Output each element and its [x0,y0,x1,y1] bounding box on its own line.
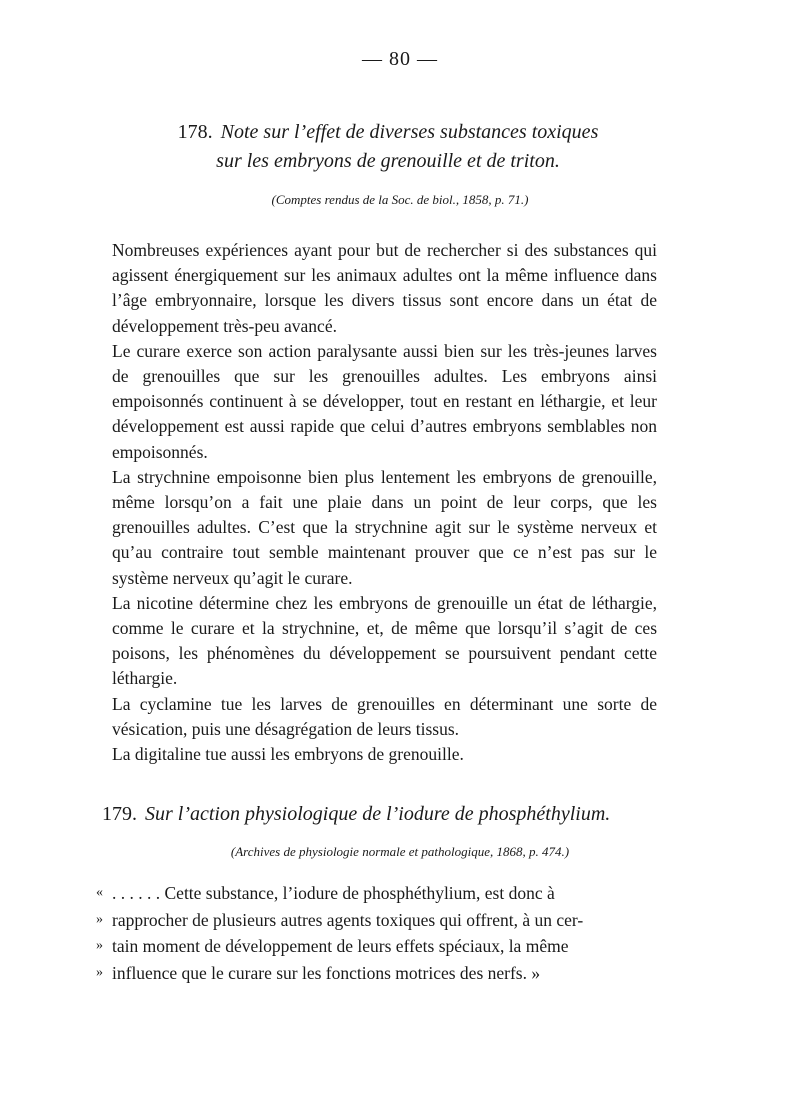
quote-mark: » [96,938,103,953]
paragraph: La strychnine empoisonne bien plus lentement les embryons de grenouille, même lorsqu’on a fait une plaie dans un point de leur corps, que les grenouilles adultes. C’est que la strychnine agit sur le système nerveux et qu’au contraire tout semble maintenant prouver que ce n’est pas sur le système nerveux qu’agit le curare. [112,466,657,588]
page-number: — 80 — [362,48,438,70]
section-179-title-text: Sur l’action physiologique de l’iodure de phosphéthylium. [145,803,611,825]
quote-line-text: rapprocher de plusieurs autres agents toxiques qui offrent, à un cer- [112,909,584,930]
paragraph: La digitaline tue aussi les embryons de grenouille. [112,744,464,765]
paragraph: Nombreuses expériences ayant pour but de rechercher si des substances qui agissent énergiquement sur les animaux adultes ont la même influence dans l’âge embryonnaire, lorsque les divers tissus sont encore dans un état de développement très-peu avancé. [112,240,657,336]
section-178-number: 178. [177,121,213,143]
section-178-title-line1: Note sur l’effet de diverses substances toxiques [220,121,599,143]
section-178-body [112,238,657,767]
quote-line [96,907,657,934]
paragraph: La nicotine détermine chez les embryons de grenouille un état de léthargie, comme le curare et la strychnine, et, de même que lorsqu’il s’agit de ces poisons, les phénomènes du développement se poursuivent pendant cette léthargie. [112,592,657,689]
section-179-reference: (Archives de physiologie normale et pathologique, 1868, p. 474.) [230,844,570,859]
quote-line-text: tain moment de développement de leurs effets spéciaux, la même [112,936,569,956]
quote-mark: » [96,911,103,927]
section-179-quote [96,880,657,986]
quote-line-text: influence que le curare sur les fonctions motrices des nerfs. » [112,962,541,983]
quote-line [96,933,657,960]
paragraph: La cyclamine tue les larves de grenouilles en déterminant une sorte de vésication, puis une désagrégation de leurs tissus. [112,693,657,739]
section-178-reference: (Comptes rendus de la Soc. de biol., 1858, p. 71.) [271,192,529,207]
quote-line-text: . . . . . . Cette substance, l’iodure de phosphéthylium, est donc à [112,883,555,903]
section-179-number: 179. [102,803,137,825]
quote-line [96,880,657,907]
section-178-title-line2: sur les embryons de grenouille et de triton. [216,150,560,172]
quote-line [96,960,657,987]
section-179-title [102,800,682,829]
quote-mark: « [96,885,103,900]
section-178-title [108,118,668,176]
quote-mark: » [96,964,103,980]
paragraph: Le curare exerce son action paralysante aussi bien sur les très-jeunes larves de grenouilles que sur les grenouilles adultes. Les embryons ainsi empoisonnés continuent à se développer, tout en restant en léthargie, et leur développement est aussi rapide que celui d’autres embryons semblables non empoisonnés. [112,340,657,462]
